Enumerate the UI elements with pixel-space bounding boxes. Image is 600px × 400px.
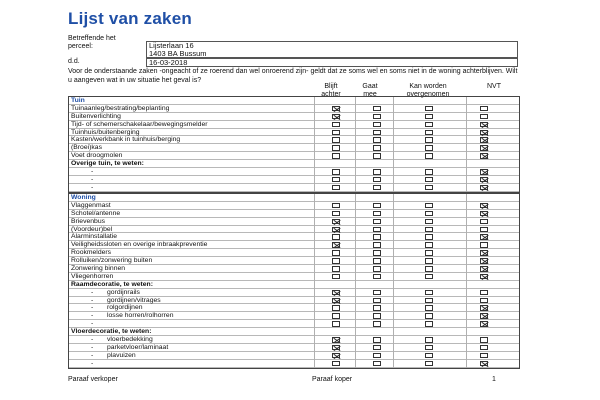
- checkbox[interactable]: [332, 274, 340, 280]
- checked-checkbox[interactable]: [480, 185, 488, 191]
- checked-checkbox[interactable]: [332, 114, 340, 120]
- checked-checkbox[interactable]: [480, 203, 488, 209]
- checkbox[interactable]: [373, 114, 381, 120]
- checked-checkbox[interactable]: [332, 290, 340, 296]
- bullet-dash: -: [91, 312, 94, 320]
- checked-checkbox[interactable]: [332, 242, 340, 248]
- table-row: [69, 210, 519, 218]
- checkbox[interactable]: [373, 266, 381, 272]
- address-line1: Lijsterlaan 16: [149, 41, 194, 50]
- checked-checkbox[interactable]: [480, 305, 488, 311]
- table-row: [69, 241, 519, 249]
- checked-checkbox[interactable]: [332, 106, 340, 112]
- checkbox[interactable]: [373, 361, 381, 367]
- checkbox[interactable]: [425, 361, 433, 367]
- checkbox[interactable]: [425, 227, 433, 233]
- table-row: [69, 273, 519, 281]
- checkbox[interactable]: [373, 145, 381, 151]
- checkbox[interactable]: [480, 242, 488, 248]
- checked-checkbox[interactable]: [480, 266, 488, 272]
- checkbox[interactable]: [373, 337, 381, 343]
- column-divider: [314, 97, 315, 192]
- checked-checkbox[interactable]: [480, 258, 488, 264]
- checked-checkbox[interactable]: [480, 234, 488, 240]
- checkbox[interactable]: [373, 130, 381, 136]
- checkbox[interactable]: [425, 219, 433, 225]
- checkbox[interactable]: [332, 211, 340, 217]
- checkbox[interactable]: [332, 203, 340, 209]
- checkbox[interactable]: [480, 219, 488, 225]
- checkbox[interactable]: [332, 234, 340, 240]
- checkbox[interactable]: [425, 114, 433, 120]
- row-label: -: [91, 168, 94, 176]
- table-row: [69, 218, 519, 226]
- checkbox[interactable]: [373, 313, 381, 319]
- row-label: Kasten/werkbank in tuinhuis/berging: [71, 136, 181, 144]
- checked-checkbox[interactable]: [480, 250, 488, 256]
- row-label: Tuinhuis/buitenberging: [71, 128, 140, 136]
- checked-checkbox[interactable]: [480, 137, 488, 143]
- checkbox[interactable]: [425, 290, 433, 296]
- section-header-row: [69, 194, 519, 202]
- checkbox[interactable]: [332, 185, 340, 191]
- checkbox[interactable]: [480, 337, 488, 343]
- checkbox[interactable]: [480, 345, 488, 351]
- checkbox[interactable]: [425, 211, 433, 217]
- checked-checkbox[interactable]: [332, 227, 340, 233]
- address-field: [146, 41, 518, 58]
- checked-checkbox[interactable]: [480, 321, 488, 327]
- table-row: [69, 136, 519, 144]
- checkbox[interactable]: [425, 153, 433, 159]
- table-row: [69, 304, 519, 312]
- checkbox[interactable]: [332, 321, 340, 327]
- table-row: [69, 360, 519, 368]
- checkbox[interactable]: [425, 130, 433, 136]
- checkbox[interactable]: [480, 114, 488, 120]
- checkbox[interactable]: [373, 274, 381, 280]
- checkbox[interactable]: [373, 169, 381, 175]
- row-label: gordijnrails: [107, 288, 140, 296]
- bullet-dash: -: [91, 336, 94, 344]
- page-title: Lijst van zaken: [68, 9, 192, 28]
- checked-checkbox[interactable]: [332, 337, 340, 343]
- subsection-row: [69, 328, 519, 336]
- checkbox[interactable]: [332, 361, 340, 367]
- row-label: Brievenbus: [71, 217, 106, 225]
- checkbox[interactable]: [373, 258, 381, 264]
- address-line2: 1403 BA Bussum: [149, 49, 207, 58]
- checkbox[interactable]: [425, 266, 433, 272]
- checkbox[interactable]: [373, 250, 381, 256]
- table-row: [69, 233, 519, 241]
- row-label: Tuinaanleg/bestrating/beplanting: [71, 104, 170, 112]
- column-divider: [466, 194, 467, 368]
- checkbox[interactable]: [480, 353, 488, 359]
- row-label: -: [91, 320, 94, 328]
- table-row: [69, 226, 519, 234]
- row-label: Raamdecoratie, te weten:: [71, 280, 153, 288]
- column-divider: [355, 194, 356, 368]
- checkbox[interactable]: [373, 242, 381, 248]
- row-label: Rookmelders: [71, 249, 112, 257]
- checked-checkbox[interactable]: [480, 177, 488, 183]
- checkbox[interactable]: [373, 122, 381, 128]
- checked-checkbox[interactable]: [480, 153, 488, 159]
- table-row: [69, 289, 519, 297]
- checkbox[interactable]: [332, 145, 340, 151]
- table-row: [69, 168, 519, 176]
- checkbox[interactable]: [373, 153, 381, 159]
- checkbox[interactable]: [373, 106, 381, 112]
- checkbox[interactable]: [373, 321, 381, 327]
- checkbox[interactable]: [373, 234, 381, 240]
- row-label: -: [91, 183, 94, 191]
- row-label: Zonwering binnen: [71, 265, 126, 273]
- bullet-dash: -: [91, 343, 94, 351]
- checkbox[interactable]: [332, 305, 340, 311]
- checkbox[interactable]: [425, 337, 433, 343]
- checkbox[interactable]: [425, 242, 433, 248]
- table-row: [69, 352, 519, 360]
- checked-checkbox[interactable]: [480, 145, 488, 151]
- row-label: Vloerdecoratie, te weten:: [71, 328, 152, 336]
- column-divider: [466, 97, 467, 192]
- section-header-row: [69, 97, 519, 105]
- checkbox[interactable]: [425, 298, 433, 304]
- checked-checkbox[interactable]: [332, 345, 340, 351]
- table-row: [69, 336, 519, 344]
- checkbox[interactable]: [480, 290, 488, 296]
- checkbox[interactable]: [373, 211, 381, 217]
- checkbox[interactable]: [332, 137, 340, 143]
- checkbox[interactable]: [425, 345, 433, 351]
- checkbox[interactable]: [425, 353, 433, 359]
- row-label: Overige tuin, te weten:: [71, 160, 144, 168]
- checkbox[interactable]: [480, 227, 488, 233]
- checkbox[interactable]: [425, 313, 433, 319]
- column-header-nvt: NVT: [487, 83, 501, 90]
- checkbox[interactable]: [425, 250, 433, 256]
- table-row: [69, 144, 519, 152]
- row-label: (Voordeur)bel: [71, 225, 113, 233]
- checkbox[interactable]: [332, 122, 340, 128]
- betreffende-label: Betreffende het perceel:: [68, 35, 116, 50]
- row-label: Buitenverlichting: [71, 112, 121, 120]
- table-row: [69, 129, 519, 137]
- row-label: Rolluiken/zonwering buiten: [71, 257, 153, 265]
- checkbox[interactable]: [425, 145, 433, 151]
- row-label: gordijnen/vitrages: [107, 296, 161, 304]
- checked-checkbox[interactable]: [480, 169, 488, 175]
- intro-text: Voor de onderstaande zaken -ongeacht of ze roerend dan wel onroerend zijn- geldt dat ze soms wel en soms niet in de woning achterblijven. Wilt u aangeven wat in uw situatie het geval is?: [68, 68, 518, 84]
- row-label: vloerbedekking: [107, 336, 153, 344]
- page-number: 1: [492, 376, 496, 383]
- checkbox[interactable]: [373, 305, 381, 311]
- column-divider: [393, 194, 394, 368]
- checkbox[interactable]: [332, 266, 340, 272]
- row-label: Vlaggenmast: [71, 201, 111, 209]
- checkbox[interactable]: [425, 106, 433, 112]
- bullet-dash: -: [91, 304, 94, 312]
- footer-paraaf-koper: Paraaf koper: [312, 376, 353, 383]
- row-label: (Broei)kas: [71, 144, 102, 152]
- checkbox[interactable]: [425, 169, 433, 175]
- column-header-blijft-achter: Blijft achter: [321, 83, 341, 98]
- checked-checkbox[interactable]: [480, 122, 488, 128]
- checkbox[interactable]: [332, 250, 340, 256]
- row-label: Schotel/antenne: [71, 209, 121, 217]
- checked-checkbox[interactable]: [480, 313, 488, 319]
- checkbox[interactable]: [373, 345, 381, 351]
- row-label: plavuizen: [107, 351, 136, 359]
- column-divider: [393, 97, 394, 192]
- checkbox[interactable]: [425, 258, 433, 264]
- row-label: parketvloer/laminaat: [107, 343, 169, 351]
- checkbox[interactable]: [425, 274, 433, 280]
- column-header-kan-worden-overgenomen: Kan worden overgenomen: [406, 83, 450, 98]
- checkbox[interactable]: [425, 122, 433, 128]
- table-tuin: [68, 96, 520, 193]
- checked-checkbox[interactable]: [332, 219, 340, 225]
- checkbox[interactable]: [373, 219, 381, 225]
- row-label: Tijd- of schemerschakelaar/bewegingsmelder: [71, 120, 208, 128]
- column-header-gaat-mee: Gaat mee: [362, 83, 378, 98]
- checkbox[interactable]: [425, 234, 433, 240]
- checkbox[interactable]: [373, 290, 381, 296]
- table-row: [69, 121, 519, 129]
- row-label: Veiligheidssloten en overige inbraakpreventie: [71, 241, 208, 249]
- table-row: [69, 257, 519, 265]
- checkbox[interactable]: [332, 153, 340, 159]
- table-row: [69, 176, 519, 184]
- checked-checkbox[interactable]: [480, 211, 488, 217]
- checked-checkbox[interactable]: [332, 298, 340, 304]
- date-label: d.d.: [68, 58, 80, 65]
- row-label: Alarminstallatie: [71, 233, 118, 241]
- row-label: Voet droogmolen: [71, 152, 123, 160]
- bullet-dash: -: [91, 351, 94, 359]
- checkbox[interactable]: [373, 203, 381, 209]
- date-field: 16-03-2018: [146, 58, 518, 67]
- column-divider: [314, 194, 315, 368]
- checkbox[interactable]: [332, 169, 340, 175]
- table-row: [69, 202, 519, 210]
- checkbox[interactable]: [480, 298, 488, 304]
- checked-checkbox[interactable]: [480, 130, 488, 136]
- checked-checkbox[interactable]: [480, 361, 488, 367]
- checkbox[interactable]: [425, 203, 433, 209]
- table-row: [69, 312, 519, 320]
- checkbox[interactable]: [373, 185, 381, 191]
- checked-checkbox[interactable]: [332, 353, 340, 359]
- checkbox[interactable]: [373, 227, 381, 233]
- table-row: [69, 249, 519, 257]
- footer-paraaf-verkoper: Paraaf verkoper: [68, 376, 118, 383]
- table-row: [69, 184, 519, 192]
- row-label: Tuin: [71, 97, 85, 104]
- table-row: [69, 344, 519, 352]
- row-label: Woning: [71, 194, 96, 201]
- checkbox[interactable]: [332, 177, 340, 183]
- bullet-dash: -: [91, 288, 94, 296]
- checkbox[interactable]: [425, 137, 433, 143]
- subsection-row: [69, 281, 519, 289]
- table-row: [69, 320, 519, 328]
- table-row: [69, 105, 519, 113]
- checkbox[interactable]: [425, 305, 433, 311]
- table-row: [69, 297, 519, 305]
- table-woning: [68, 193, 520, 369]
- column-divider: [355, 97, 356, 192]
- checkbox[interactable]: [425, 185, 433, 191]
- checked-checkbox[interactable]: [480, 274, 488, 280]
- checkbox[interactable]: [373, 353, 381, 359]
- checkbox[interactable]: [332, 313, 340, 319]
- row-label: losse horren/rolhorren: [107, 312, 174, 320]
- row-label: -: [91, 359, 94, 367]
- row-label: rolgordijnen: [107, 304, 143, 312]
- checkbox[interactable]: [373, 137, 381, 143]
- checkbox[interactable]: [373, 177, 381, 183]
- table-row: [69, 113, 519, 121]
- checkbox[interactable]: [332, 130, 340, 136]
- subsection-row: [69, 160, 519, 168]
- table-row: [69, 152, 519, 160]
- bullet-dash: -: [91, 296, 94, 304]
- row-label: Vliegenhorren: [71, 272, 114, 280]
- checkbox[interactable]: [373, 298, 381, 304]
- checkbox[interactable]: [480, 106, 488, 112]
- table-row: [69, 265, 519, 273]
- checkbox[interactable]: [425, 321, 433, 327]
- checkbox[interactable]: [425, 177, 433, 183]
- checkbox[interactable]: [332, 258, 340, 264]
- row-label: -: [91, 175, 94, 183]
